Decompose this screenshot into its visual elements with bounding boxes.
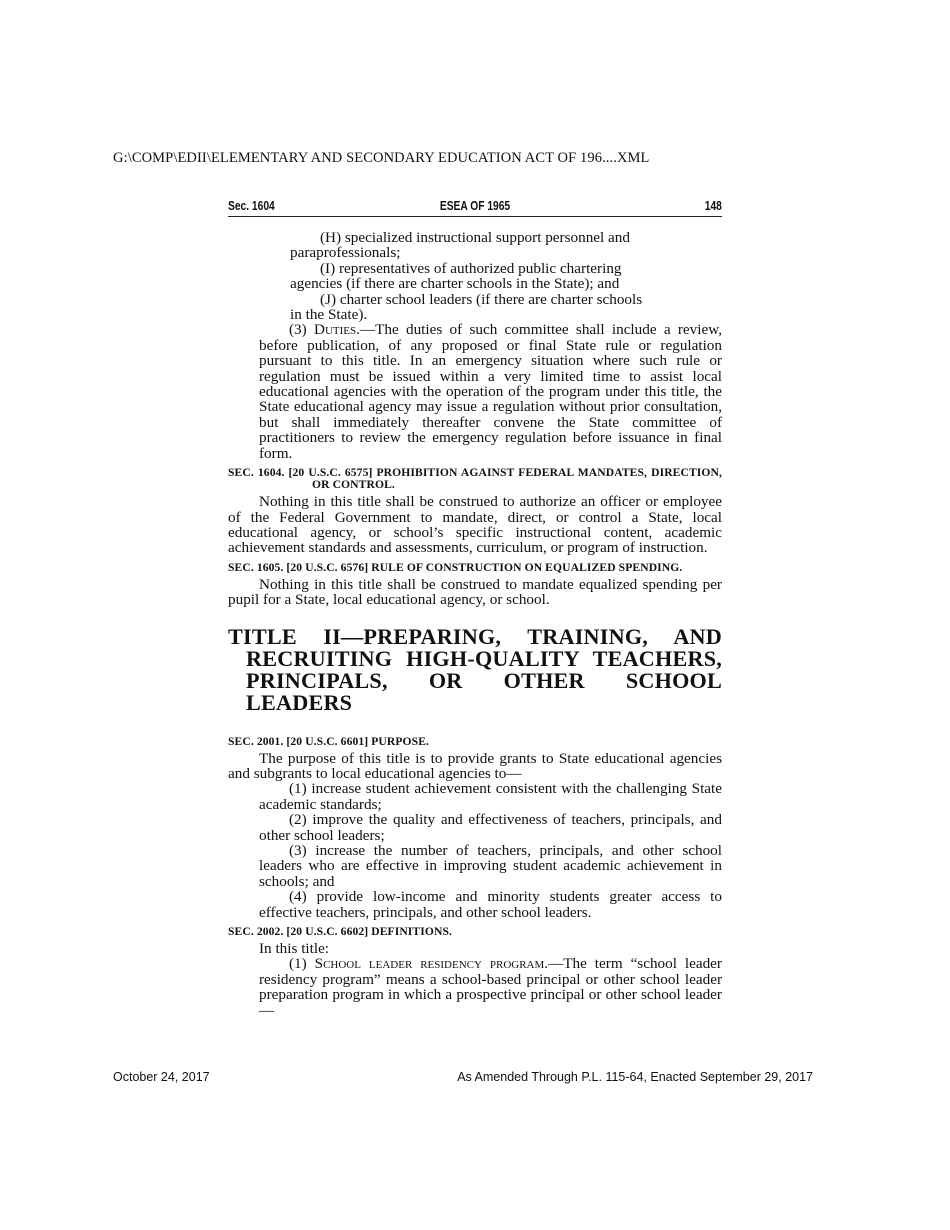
footer-amended: As Amended Through P.L. 115-64, Enacted September 29, 2017 <box>457 1070 813 1084</box>
duties-text: .—The duties of such committee shall include a review, before publication, of any proposed or final State rule or regulation pursuant to this title. In an emergency situation where such rule or regulation must be issued within a very limited time to assist local educational agencies with the operation of the program under this title, the State educational agency may issue a regulation without prior consultation, but shall immediately thereafter convene the State committee of practitioners to review the emergency regulation before issuance in final form. <box>259 321 722 462</box>
running-head <box>228 198 722 217</box>
section-1605-text: Nothing in this title shall be construed to mandate equalized spending per pupil for a State, local educational agency, or school. <box>228 575 722 609</box>
section-1604-heading: SEC. 1604. [20 U.S.C. 6575] PROHIBITION AGAINST FEDERAL MANDATES, DIRECTION, OR CONTROL. <box>228 466 722 492</box>
item-i-cont: agencies (if there are charter schools in the State); and <box>290 275 620 293</box>
item-j: (J) charter school leaders (if there are charter schools <box>320 290 643 308</box>
item-h: (H) specialized instructional support personnel and <box>320 229 630 246</box>
header-section: Sec. 1604 <box>228 199 275 213</box>
header-page-number: 148 <box>704 199 722 213</box>
definition-1-label: School leader residency program <box>314 955 545 973</box>
duties-paragraph <box>259 322 722 461</box>
section-2002-heading: SEC. 2002. [20 U.S.C. 6602] DEFINITIONS. <box>228 925 452 938</box>
item-i: (I) representatives of authorized public chartering <box>320 259 622 277</box>
duties-number: (3) <box>289 321 314 339</box>
purpose-item-2: (2) improve the quality and effectiveness of teachers, principals, and other school leaders; <box>259 811 722 844</box>
duties-label: Duties <box>313 321 357 339</box>
title-ii-heading: TITLE II—PREPARING, TRAINING, AND RECRUITING HIGH-QUALITY TEACHERS, PRINCIPALS, OR OTHER SCHOOL LEADERS <box>228 623 722 715</box>
header-act: ESEA OF 1965 <box>439 199 511 213</box>
definition-1-text: .—The term “school leader residency program” means a school-based principal or other school leader preparation program in which a prospective principal or other school leader— <box>259 955 722 1019</box>
item-h-cont: paraprofessionals; <box>290 244 401 262</box>
document-body <box>228 230 722 1018</box>
definition-1-number: (1) <box>289 955 315 973</box>
definition-item-1 <box>259 956 722 1018</box>
file-path: G:\COMP\EDII\ELEMENTARY AND SECONDARY EDUCATION ACT OF 196....XML <box>113 150 650 166</box>
section-2001-heading: SEC. 2001. [20 U.S.C. 6601] PURPOSE. <box>228 734 430 748</box>
section-2001-text: The purpose of this title is to provide grants to State educational agencies and subgrants to local educational agencies to— <box>228 749 722 782</box>
item-j-cont: in the State). <box>290 306 368 324</box>
section-1604-text: Nothing in this title shall be construed to authorize an officer or employee of the Federal Government to mandate, direct, or control a State, local educational agency, or school’s specific instructional content, academic achievement standards and assessments, curriculum, or program of instruction. <box>228 493 722 557</box>
footer-date: October 24, 2017 <box>113 1070 210 1084</box>
section-1605-heading: SEC. 1605. [20 U.S.C. 6576] RULE OF CONSTRUCTION ON EQUALIZED SPENDING. <box>228 560 683 574</box>
purpose-item-4: (4) provide low-income and minority students greater access to effective teachers, principals, and other school leaders. <box>259 888 722 921</box>
section-2002-intro: In this title: <box>259 940 330 957</box>
purpose-item-1: (1) increase student achievement consistent with the challenging State academic standards; <box>259 780 722 813</box>
purpose-item-3: (3) increase the number of teachers, principals, and other school leaders who are effective in improving student academic achievement in schools; and <box>259 841 722 890</box>
